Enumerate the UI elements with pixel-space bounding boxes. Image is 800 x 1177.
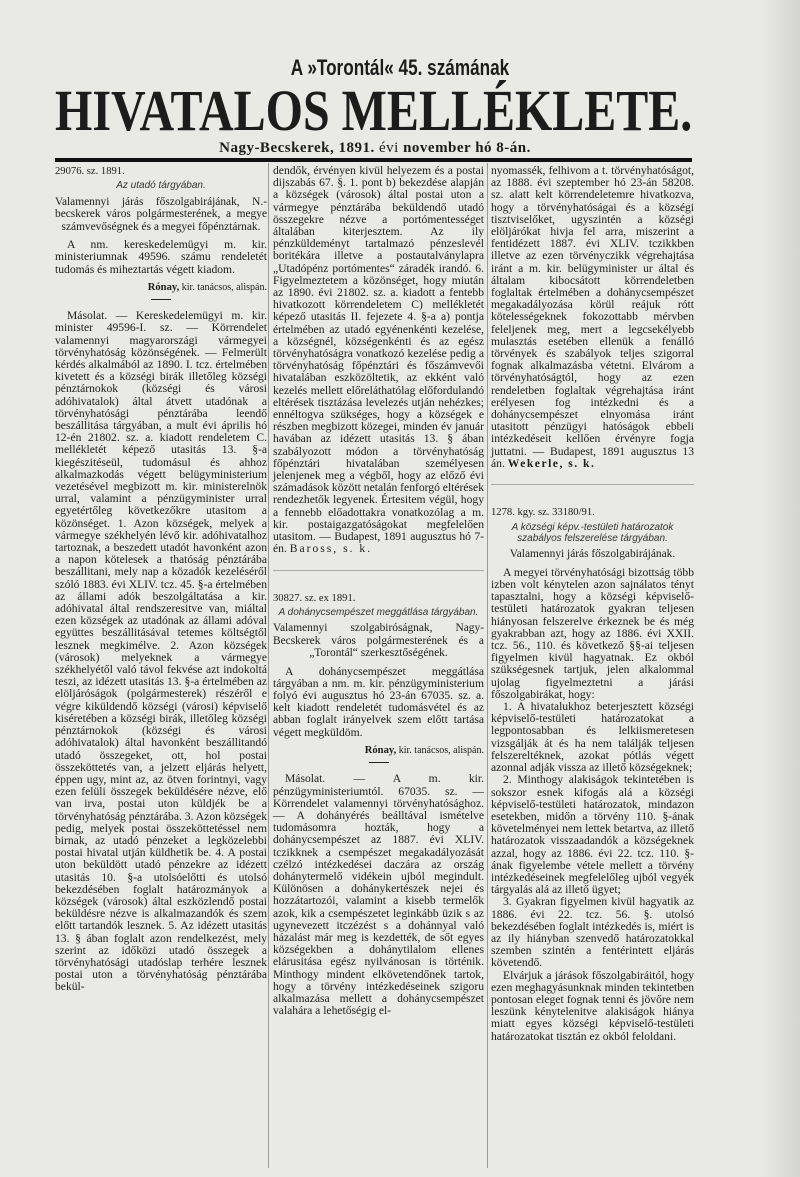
copy-text-continued (273, 165, 484, 556)
column-1 (55, 165, 267, 994)
column-2 (273, 165, 484, 1017)
article-point: 1. A hivatalukhoz beterjesztett községi képviselő-testületi határozatokat a legpontosabban és lelkiismeretesen vizsgálják át és ha nem találják teljesen felszereltéknek, azokat pótlás végett azonnal adják vissza az illető községeknek; (491, 700, 694, 775)
column-3 (491, 165, 694, 1043)
article-addressees: Valamennyi járás főszolgabirájának, N.-becskerek város polgármesterének, a megye számvevőségnek és a megyei főpénztárnak. (55, 195, 267, 233)
copy-text-continued (491, 165, 694, 470)
masthead-title: HIVATALOS MELLÉKLETE. (55, 78, 693, 143)
article-subject: Az utadó tárgyában. (116, 180, 206, 192)
minister-signature: Wekerle, s. k. (507, 456, 596, 470)
masthead-rule (55, 158, 692, 162)
dash-divider (369, 762, 389, 763)
article-subject: A dohánycsempészet meggátlása tárgyában. (278, 606, 479, 618)
place-date-part: november hó 8-án. (403, 140, 531, 156)
copy-text: Másolat. — Kereskedelemügyi m. kir. minister 49596-I. sz. — Körrendelet valamennyi magyarországi vármegyei törvényhatóság közönségének. — Felmerült kérdés alkalmából az 1890. I. tcz. értelmében kivetett és a községi birák illetőleg községi pénztárnokok (községi és városi adóhivatalok) által átvett utadónak a törvényhatósági pénztárába leendő beszállitása tárgyában, a mult évi április hó 12-én 21802. sz. a. kiadott rendeletem C. mellékletét képező utasitás 13. §-a kiegészitéseül, tudomásul és ahhoz alkalmazkodás végett belügyministerium vezetésével megbizott m. kir. ministerelnök urral, valamint a pénzügyminister urral egyetértőleg következőkre utasitom a közönséget. 1. Azon községek, melyek a vármegye székhelyén lévő kir. adóhivatalhoz tartoznak, a beszedett utadót havonként azon a napon kötelesek a thatóság pénztárába beszállitani, mely nap a közadók kezeléséről szóló 1883. évi XLIV. tcz. 45. §-a értelmében az állami adók beszolgáltatása a kir. adóhivatal által rendszeresitve van, miáltal ezen községek az utadónak az állami adóval együttes beszállitásával tetemes költségtől lesznek megkimélve. 2. Azon községek (városok) melyeknek a vármegye székhelyétől való távol fekvése azt indokoltá teszi, az idézett utasitás 13. §-a értelmében az elöljáróságok (polgármesterek) részéről e végre kiküldendő községi (városi) képviselő kiséretében a községi birák, illetőleg községi pénztárnokok (községi és városi adóhivatalok) által havonként beszállitandó utadó összegeket, ott, hol postai összeköttetés van, a jelzett eljárás helyett, éppen ugy, mint az, az ötven forintnyi, vagy ezen felüli összegek beküldésére nézve, elő van irva, postai uton küldjék be a törvényhatóság pénztárába. 3. Azon községek pedig, melyek postai összeköttetéssel nem birnak, az utadó pénzeket a legközelebbi postai hivatal utján küldhetik be. 4. A postai uton beküldött utadó pénzekre az idézett utasitás 10. §-a utolsóelőtti és utolsó bekezdésében foglalt határozmányok a községek (városok) által eszközlendő postai beküldésre nézve is alkalmazandók és szem előtt tartandók lesznek. 5. Az idézett utasitás 13. § ában foglalt azon rendelkezést, mely szerint az időközi utadó összegek a törvényhatósági utadóslap terhére lesznek postai uton a törvényhatóság pénztárába bekül- (55, 309, 267, 994)
article-intro: A megyei törvényhatósági bizottság több izben volt kénytelen azon sajnálatos tényt tapasztalni, hogy a községi képviselő-testületi határozatok gyakran teljesen hiányosan felszerelve érkeznek be és még gyakrabban azt, hogy az 1886. évi XXII. tcz. 56., 110. és következő §§-ai teljesen figyelmen kivül hagyatnak. Ez okból szükségesnek tartjuk, jelen alkalommal ujolag figyelmeztetni a járási főszolgabirákat, hogy: (491, 565, 694, 701)
copy-text-continued-body: nyomassék, felhivom a t. törvényhatóságot, az 1888. évi szeptember hó 23-án 58208. sz. alatt kelt körrendeletemre hivatkozva, hogy a törvényhatóságai és a községi tisztviselőket, ugyszintén a községi elöljárókat hivja fel arra, miszerint a fentidézett 1887. évi XLIV. tczikkben illetve az ezen törvényczikk végrehajtása iránt a m. kir. belügyminister ur által és általam kibocsátott körrendeletben foglaltak értelmében a dohánycsempészet megakadályozása körül reájuk rótt kötelességeknek fokozottabb mérvben feleljenek meg, mert a legcsekélyebb mulasztás esetében ellenük a fenálló törvények és szabályok teljes szigorral fognak alkalmazásba vétetni. Elvárom a törvényhatóságtól, hogy az ezen rendeletben foglaltak végrehajtása iránt erélyesen fog intézkedni és a dohánycsempészet elnyomása iránt utasitott pénzügyi hatóságok ebbeli intézkedéseit kellően érvényre fogja juttatni. — Budapest, 1891 augusztus 13 án. (491, 164, 694, 470)
supertitle: A »Torontál« 45. számának (290, 55, 510, 80)
article-subject: A községi képv.-testületi határozatok szabályos felszerelése tárgyában. (511, 521, 674, 544)
copy-text-continued-body: dendők, érvényen kivül helyezem és a postai dijszabás 67. §. 1. pont b) bekezdése alapján a községek (városok) által postai uton a vármegye pénztárába beküldendő utadó összegekre nézve a portómentességet általában kiterjesztem. Az ily pénzküldeményt tartalmazó pénzeslevél boritékára illetve a postautalványlapra „Utadópénz portómentes“ záradék irandó. 6. Figyelmeztetem a közönséget, hogy miután az 1890. évi 21802. sz. a. kiadott a fentebb hivatkozott körrendeletem C) mellékletét képező utasitás II. fejezete 4. §-a a) pontja értelmében az utadó egyénenkénti kezelése, a községnél, községenkénti és az egész törvényhatóságra vonatkozó kezelése pedig a törvényhatóság főpénztári és főszámvevői hivatalában eszközöltetik, az ekként való kezelés mellett előreláthatólag előfordulandó eltérések tisztázása levelezés utján nehézkes; ennéltogva szükséges, hogy a községek e részben megbizott közegei, minden év január havában az idézett utasitás 13. § ában szabályozott módon a törvényhatóság főpénztári hivatalában személyesen jelenjenek meg a végből, hogy az előző évi számadások között netalán fenforgó eltérések rendezhetők legyenek. Értesitem végül, hogy a fennebb előadottakra vonatkozólag a m. kir. postaigazgatóságokat megfelelően utasitom. — Budapest, 1891 augusztus hó 7-én. (273, 164, 484, 556)
article-point: 3. Gyakran figyelmen kivül hagyatik az 1886. évi 22. tcz. 56. §. utolsó bekezdésében foglalt intézkedés is, miért is az ily hiányban szenvedő határozatokkal szemben szintén a fentérintett eljárás követendő. (491, 895, 694, 970)
signature (55, 282, 267, 293)
article-number: 29076. sz. 1891. (55, 166, 125, 177)
page-edge-shadow (760, 0, 800, 1177)
article-number: 30827. sz. ex 1891. (273, 592, 356, 604)
signature-title: kir. tanácsos, alispán. (181, 281, 267, 293)
article-separator (491, 484, 694, 485)
signature (273, 745, 484, 756)
article-point: 2. Minthogy alakiságok tekintetében is sokszor esnek kifogás alá a községi képviselő-testületi határozatok, mindazon esetekben, midőn a törvény 110. §-ának követelményei nem lettek betartva, az illető határozatok visszaadandók a községeknek azzal, hogy az 1886. évi 22. tcz. 110. §-ának figyelembe vétele mellett a törvény intézkedéseinek megfelelőleg ujból vegyék tárgyalás alá az illető ügyet; (491, 773, 694, 897)
copy-text: Másolat. — A m. kir. pénzügyministeriumtól. 67035. sz. — Körrendelet valamennyi törvényhatósághoz. — A dohányérés beálltával ismételve tudomásomra hozták, hogy a dohánycsempészet az 1887. évi XLIV. tczikknek a csempészet megakadályozását czélzó intézkedései daczára az ország dohánytermelő vidékein ujból megindult. Különösen a dohánykertészek nejei és hozzátartozói, valamint a kisebb termelők azok, kik a csempészetet leginkább üzik s az ugynevezett itczézést s a dohánnyal való házalást már meg is kezdették, de sőt egyes községekben a dohánytilalom ellenes elárusitása egész nyilvánosan is történik. Minthogy mindent elkövetendőnek tartok, hogy a törvény intézkedéseinek szigoru alkalmazása mellett a dohánycsempészet valahára a lehetőségig el- (273, 772, 484, 1018)
article-separator (273, 570, 484, 571)
article-body: A nm. kereskedelemügyi m. kir. ministeriumnak 49596. számu rendeletét tudomás és miheztartás végett kiadom. (55, 238, 267, 276)
place-date-part: évi (378, 140, 399, 156)
article-closing: Elvárjuk a járások főszolgabiráitól, hogy ezen meghagyásunknak minden tekintetben pontosan eleget fognak tenni és jövőre nem leszünk kénytelenitve alakiságok hiánya miatt egyes községi képviselő-testületi határozatokat tisztán ez okból feloldani. (491, 968, 694, 1043)
article-number: 1278. kgy. sz. 33180/91. (491, 507, 595, 519)
signature-name: Rónay, (147, 281, 180, 293)
signature-name: Rónay, (364, 744, 397, 756)
column-divider (487, 163, 488, 1168)
masthead-title-box (55, 80, 692, 142)
column-divider (268, 163, 269, 1168)
dash-divider (151, 299, 171, 300)
minister-signature: Baross, s. k. (289, 542, 373, 556)
place-date-line (55, 140, 695, 157)
article-body: A dohánycsempészet meggátlása tárgyában a nm. m. kir. pénzügyministerium folyó évi augusztus hó 23-án 67035. sz. a. kelt kiadott rendeletét tudomásvétel és az abban foglalt irányelvek szem előtt tartása végett megküldöm. (273, 664, 484, 739)
article-addressees: Valamennyi járás főszolgabirájának. (509, 548, 676, 561)
place-date-part: Nagy-Becskerek, 1891. (219, 140, 375, 156)
article-addressees: Valamennyi szolgabiróságnak, Nagy-Becskerek város polgármesterének és a „Torontál“ szerkesztőségének. (273, 622, 484, 660)
signature-title: kir. tanácsos, alispán. (398, 744, 484, 756)
